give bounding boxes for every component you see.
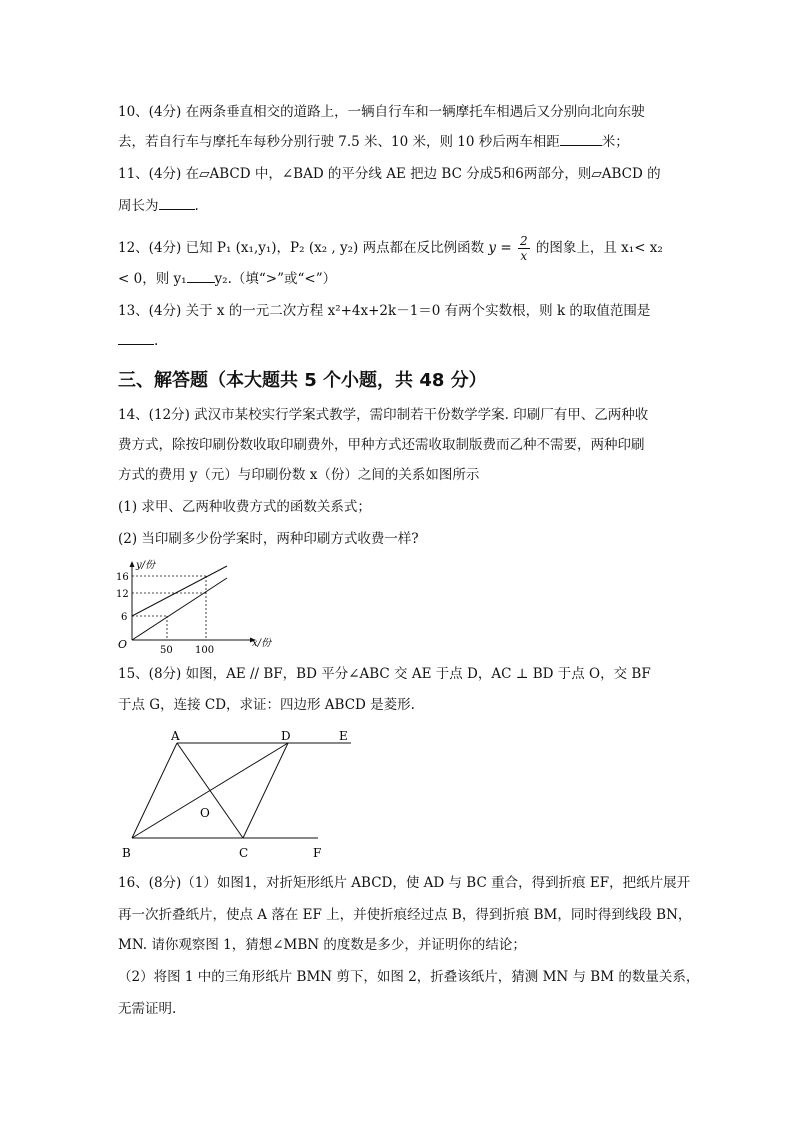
- q12-line2-text: < 0，则 y₁: [118, 271, 187, 287]
- q14-cost-graph: [112, 558, 302, 658]
- q12-line1-end: 的图象上，且 x₁< x₂: [535, 240, 663, 256]
- q16-line2: 再一次折叠纸片，使点 A 落在 EF 上，并使折痕经过点 B，得到折痕 BM，同时得到线段 BN，: [118, 907, 692, 923]
- q10-line1: 10、(4分) 在两条垂直相交的道路上，一辆自行车和一辆摩托车相遇后又分别向北向东驶: [118, 104, 645, 120]
- q12-fraction: [518, 234, 530, 263]
- q12-fraction-denominator: x: [520, 249, 528, 263]
- q11-line1: 11、(4分) 在▱ABCD 中，∠BAD 的平分线 AE 把边 BC 分成5和6两部分，则▱ABCD 的: [118, 166, 661, 182]
- y-tick-16: 16: [116, 572, 129, 583]
- x-tick-50: 50: [160, 645, 173, 656]
- x-axis-label: x/份: [252, 638, 272, 649]
- label-c: C: [239, 846, 249, 860]
- q12-answer-blank: [187, 270, 215, 283]
- q16-line3: MN. 请你观察图 1，猜想∠MBN 的度数是多少，并证明你的结论；: [118, 937, 526, 953]
- y-axis-label: y/份: [136, 560, 156, 571]
- y-tick-12: 12: [116, 589, 129, 600]
- x-tick-100: 100: [195, 645, 215, 656]
- q16-line1: 16、(8分)（1）如图1，对折矩形纸片 ABCD，使 AD 与 BC 重合，得到折痕 EF，把纸片展开: [118, 875, 691, 891]
- q11-line2-end: .: [194, 198, 199, 214]
- q11-answer-blank: [159, 197, 195, 210]
- label-o: O: [200, 806, 210, 820]
- label-b: B: [122, 846, 131, 860]
- y-tick-6: 6: [121, 612, 128, 623]
- label-a: A: [171, 729, 180, 743]
- label-d: D: [281, 729, 291, 743]
- q15-rhombus-figure: [112, 722, 362, 864]
- q12-line1: [118, 234, 663, 263]
- q13-line2-end: .: [154, 333, 159, 349]
- q12-fraction-numerator: 2: [519, 234, 528, 248]
- section-heading: 三、解答题（本大题共 5 个小题，共 48 分）: [118, 370, 487, 391]
- q12-line1-text: 12、(4分) 已知 P₁ (x₁,y₁)，P₂ (x₂ , y₂) 两点都在反比例函数: [118, 240, 485, 256]
- q10-answer-blank: [560, 133, 602, 146]
- q12-func-lhs: y =: [488, 240, 512, 256]
- q14-part1: (1) 求甲、乙两种收费方式的函数关系式；: [118, 499, 371, 515]
- y-axis-arrow: [130, 561, 135, 567]
- label-f: F: [313, 846, 322, 860]
- q16-line4: （2）将图 1 中的三角形纸片 BMN 剪下，如图 2，折叠该纸片，猜测 MN 与 BM 的数量关系，: [118, 969, 700, 985]
- q10-line2-text: 去，若自行车与摩托车每秒分别行驶 7.5 米、10 米，则 10 秒后两车相距: [118, 134, 560, 150]
- diagonal-bd: [132, 743, 288, 838]
- q16-line5: 无需证明.: [118, 1001, 177, 1017]
- q13-line2: [118, 332, 158, 350]
- label-e: E: [339, 729, 348, 743]
- origin-label: O: [118, 638, 128, 651]
- q14-part2: (2) 当印刷多少份学案时，两种印刷方式收费一样?: [118, 531, 419, 547]
- q10-line2: [118, 133, 629, 151]
- q15-line2: 于点 G，连接 CD，求证：四边形 ABCD 是菱形.: [118, 697, 415, 713]
- q10-line2-end: 米；: [601, 134, 629, 150]
- q14-line2: 费方式，除按印刷份数收取印刷费外，甲种方式还需收取制版费而乙种不需要，两种印刷: [118, 437, 645, 453]
- q14-line1: 14、(12分) 武汉市某校实行学案式教学，需印制若干份数学学案. 印刷厂有甲、乙两种收: [118, 407, 649, 423]
- q14-line3: 方式的费用 y（元）与印刷份数 x（份）之间的关系如图所示: [118, 467, 480, 483]
- q11-line2-text: 周长为: [118, 198, 159, 214]
- q13-line1: 13、(4分) 关于 x 的一元二次方程 x²+4x+2k－1＝0 有两个实数根，则 k 的取值范围是: [118, 303, 651, 319]
- q12-line2: [118, 270, 336, 288]
- q15-line1: 15、(8分) 如图，AE // BF，BD 平分∠ABC 交 AE 于点 D，AC ⊥ BD 于点 O，交 BF: [118, 666, 651, 682]
- q13-answer-blank: [118, 332, 154, 345]
- q12-line2-end: y₂.（填“>”或“<”）: [214, 271, 337, 287]
- q11-line2: [118, 197, 199, 215]
